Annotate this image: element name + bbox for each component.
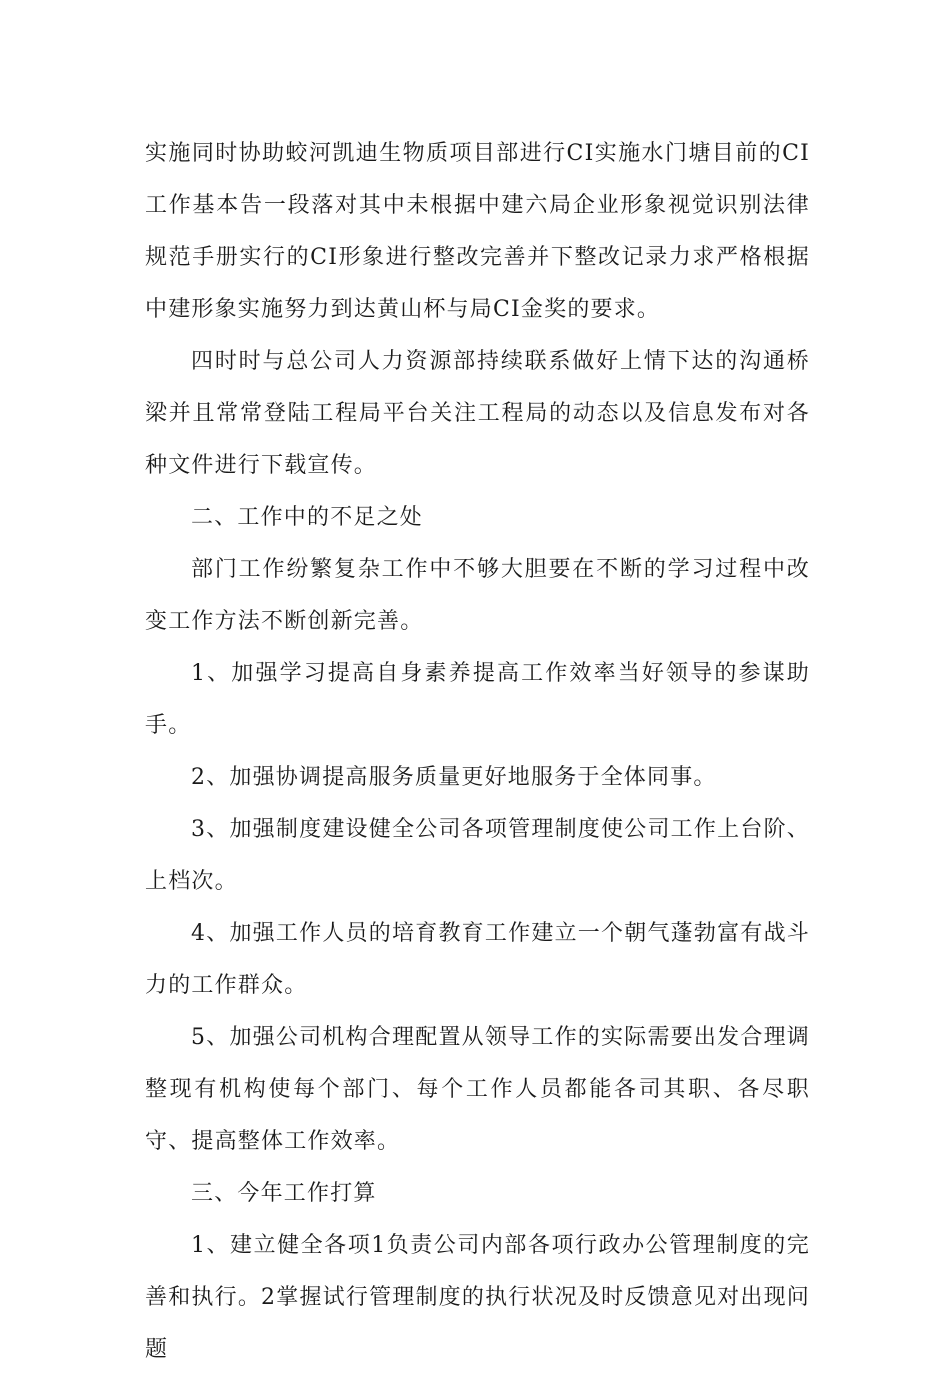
paragraph-ci-implementation: 实施同时协助蛟河凯迪生物质项目部进行CI实施水门塘目前的CI工作基本告一段落对其中未根据中建六局企业形象视觉识别法律规范手册实行的CI形象进行整改完善并下整改记录力求严格根据中建形象实施努力到达黄山杯与局CI金奖的要求。 [145,141,810,322]
paragraph-hr-liaison: 四时时与总公司人力资源部持续联系做好上情下达的沟通桥梁并且常常登陆工程局平台关注工程局的动态以及信息发布对各种文件进行下载宣传。 [145,349,810,478]
document-body [145,128,810,1376]
paragraph-plan-1: 1、建立健全各项1负责公司内部各项行政办公管理制度的完善和执行。2掌握试行管理制度的执行状况及时反馈意见对出现问题 [145,1233,810,1362]
list-item-4: 4、加强工作人员的培育教育工作建立一个朝气蓬勃富有战斗力的工作群众。 [145,921,810,998]
section-heading-plans: 三、今年工作打算 [191,1181,377,1206]
list-item-5: 5、加强公司机构合理配置从领导工作的实际需要出发合理调整现有机构使每个部门、每个工作人员都能各司其职、各尽职守、提高整体工作效率。 [145,1025,810,1154]
list-item-3: 3、加强制度建设健全公司各项管理制度使公司工作上台阶、上档次。 [145,817,810,894]
list-item-1: 1、加强学习提高自身素养提高工作效率当好领导的参谋助手。 [145,661,810,738]
paragraph-shortcomings: 部门工作纷繁复杂工作中不够大胆要在不断的学习过程中改变工作方法不断创新完善。 [145,557,810,634]
list-item-2: 2、加强协调提高服务质量更好地服务于全体同事。 [191,765,717,790]
section-heading-shortcomings: 二、工作中的不足之处 [191,505,424,530]
